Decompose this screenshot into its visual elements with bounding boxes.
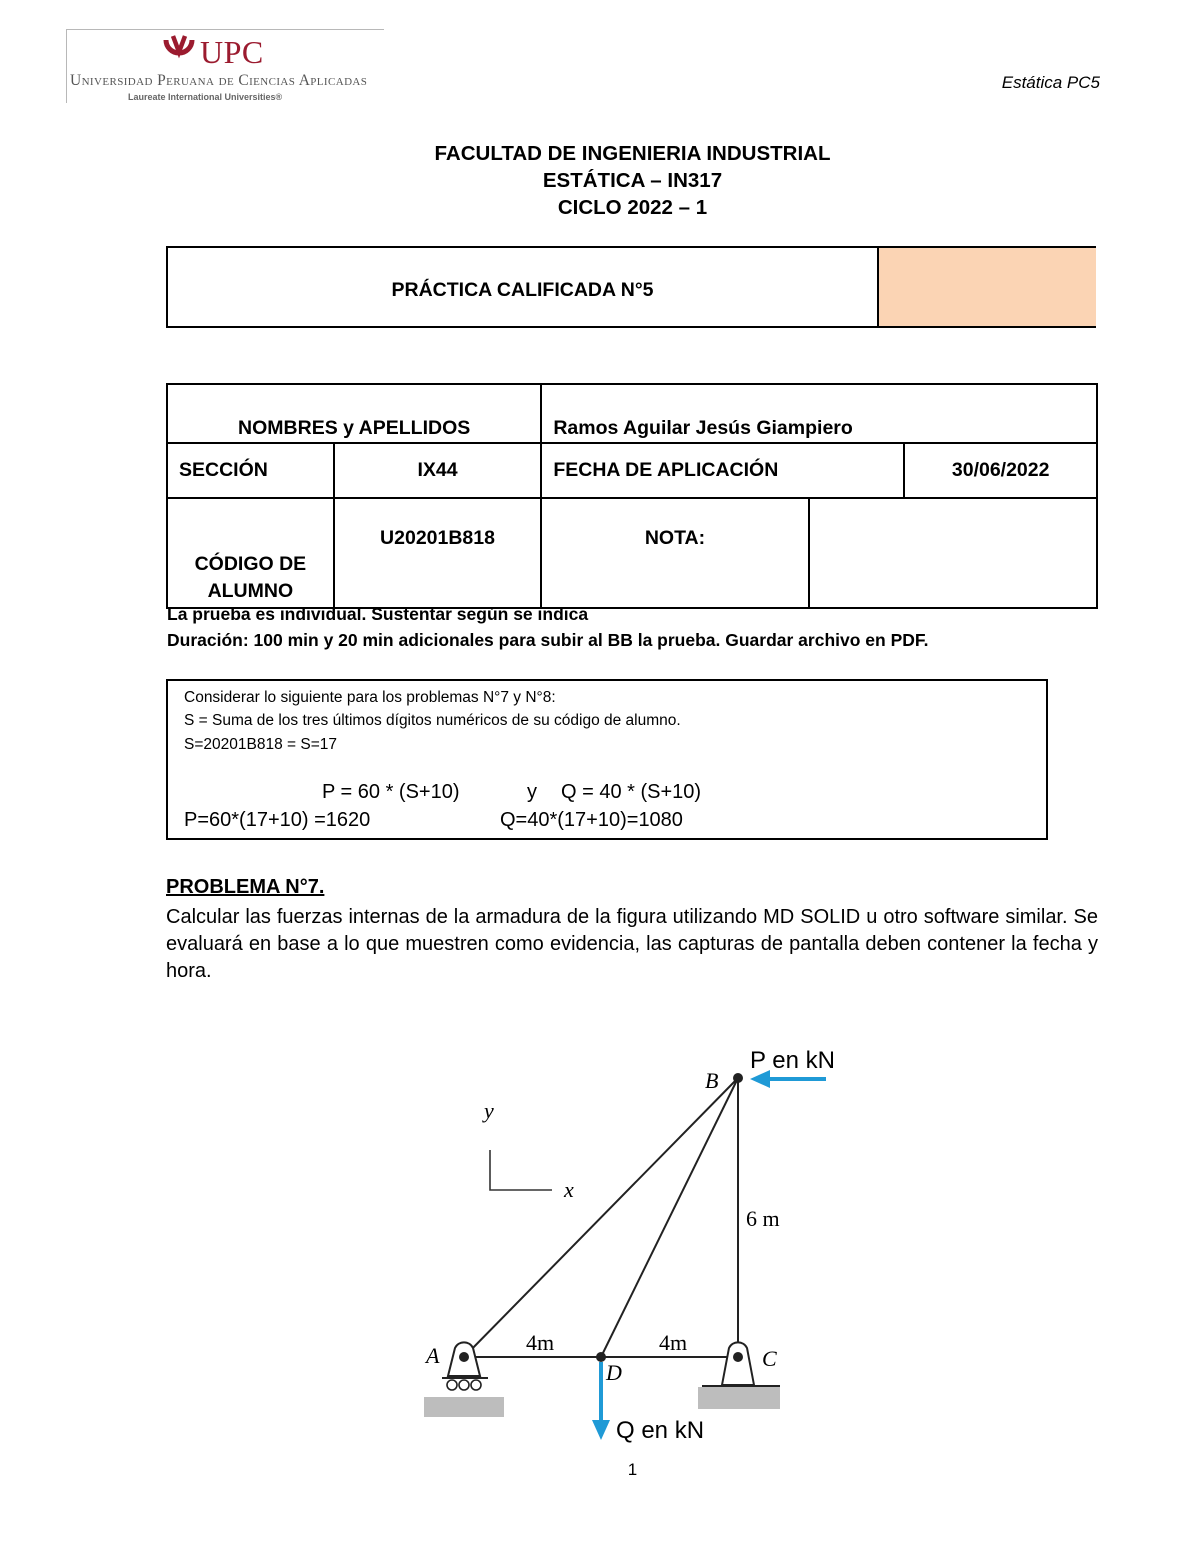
code-value: U20201B818 <box>334 498 542 608</box>
name-value: Ramos Aguilar Jesús Giampiero <box>541 384 1097 443</box>
logo-left-rule <box>66 29 67 103</box>
formula-connector: y <box>527 781 537 803</box>
date-value: 30/06/2022 <box>904 443 1097 498</box>
code-label: CÓDIGO DE ALUMNO <box>167 498 334 608</box>
grade-value <box>809 498 1097 608</box>
course-tag: Estática PC5 <box>1001 73 1100 92</box>
upc-emblem-icon <box>162 32 196 66</box>
node-c-label: C <box>762 1346 777 1371</box>
right-span-dimension: 4m <box>659 1330 688 1355</box>
university-logo <box>66 28 386 104</box>
member-bd <box>601 1078 738 1357</box>
date-label: FECHA DE APLICACIÓN <box>541 443 904 498</box>
table-row <box>167 498 1097 608</box>
roller-wheel <box>471 1380 481 1390</box>
load-q-label: Q en kN <box>616 1417 705 1444</box>
logo-university: Universidad Peruana de Ciencias Aplicadas <box>70 72 368 89</box>
node-a-label: A <box>426 1343 440 1368</box>
load-p-label: P en kN <box>750 1047 835 1074</box>
consider-box <box>166 679 1048 840</box>
left-span-dimension: 4m <box>526 1330 555 1355</box>
truss-figure <box>410 1030 870 1450</box>
roller-wheel <box>447 1380 457 1390</box>
ground-a <box>424 1397 504 1417</box>
grade-label: NOTA: <box>541 498 808 608</box>
problem-statement: Calcular las fuerzas internas de la armadura de la figura utilizando MD SOLID u otro software similar. Se evaluará en base a lo que muestren como evidencia, las capturas de pantalla deben contener la fecha y hora. <box>166 906 1098 982</box>
height-dimension: 6 m <box>746 1206 780 1231</box>
q-value: Q=40*(17+10)=1080 <box>500 809 683 831</box>
joint-a <box>459 1352 469 1362</box>
q-formula: Q = 40 * (S+10) <box>561 781 702 803</box>
student-info-table <box>166 383 1098 609</box>
section-label: SECCIÓN <box>167 443 334 498</box>
support-c-pin <box>722 1342 754 1385</box>
node-d-label: D <box>606 1360 622 1385</box>
p-formula: P = 60 * (S+10) <box>322 781 460 803</box>
problem-title: PROBLEMA N°7. <box>166 876 325 898</box>
exam-title-box <box>166 246 1096 328</box>
consider-line-2: S = Suma de los tres últimos dígitos numéricos de su código de alumno. <box>184 712 681 729</box>
axis-x-label: x <box>564 1177 574 1202</box>
name-label: NOMBRES y APELLIDOS <box>167 384 541 443</box>
table-row <box>167 443 1097 498</box>
grade-box <box>877 248 1096 326</box>
logo-brand: UPC <box>200 34 264 70</box>
joint-d <box>596 1352 606 1362</box>
exam-title: PRÁCTICA CALIFICADA N°5 <box>391 279 654 301</box>
logo-top-rule <box>66 29 384 30</box>
faculty-heading: FACULTAD DE INGENIERIA INDUSTRIAL <box>434 142 831 165</box>
consider-line-1: Considerar lo siguiente para los problemas N°7 y N°8: <box>184 689 556 706</box>
axis-y-label: y <box>484 1098 494 1123</box>
joint-b <box>733 1073 743 1083</box>
instruction-individual: La prueba es individual. Sustentar según se indica <box>167 604 589 624</box>
consider-line-3: S=20201B818 = S=17 <box>184 736 337 753</box>
cycle-heading: CICLO 2022 – 1 <box>557 196 708 219</box>
section-value: IX44 <box>334 443 542 498</box>
joint-c <box>733 1352 743 1362</box>
axis-lines <box>490 1150 552 1190</box>
node-b-label: B <box>705 1068 719 1093</box>
member-ab <box>464 1078 738 1357</box>
logo-network: Laureate International Universities® <box>128 92 283 102</box>
course-heading: ESTÁTICA – IN317 <box>542 169 723 192</box>
page-number: 1 <box>627 1460 638 1479</box>
p-value: P=60*(17+10) =1620 <box>184 809 371 831</box>
roller-wheel <box>459 1380 469 1390</box>
instruction-duration: Duración: 100 min y 20 min adicionales para subir al BB la prueba. Guardar archivo en PDF. <box>167 630 929 650</box>
load-q-arrowhead <box>592 1420 610 1440</box>
table-row <box>167 384 1097 443</box>
ground-c <box>698 1387 780 1409</box>
